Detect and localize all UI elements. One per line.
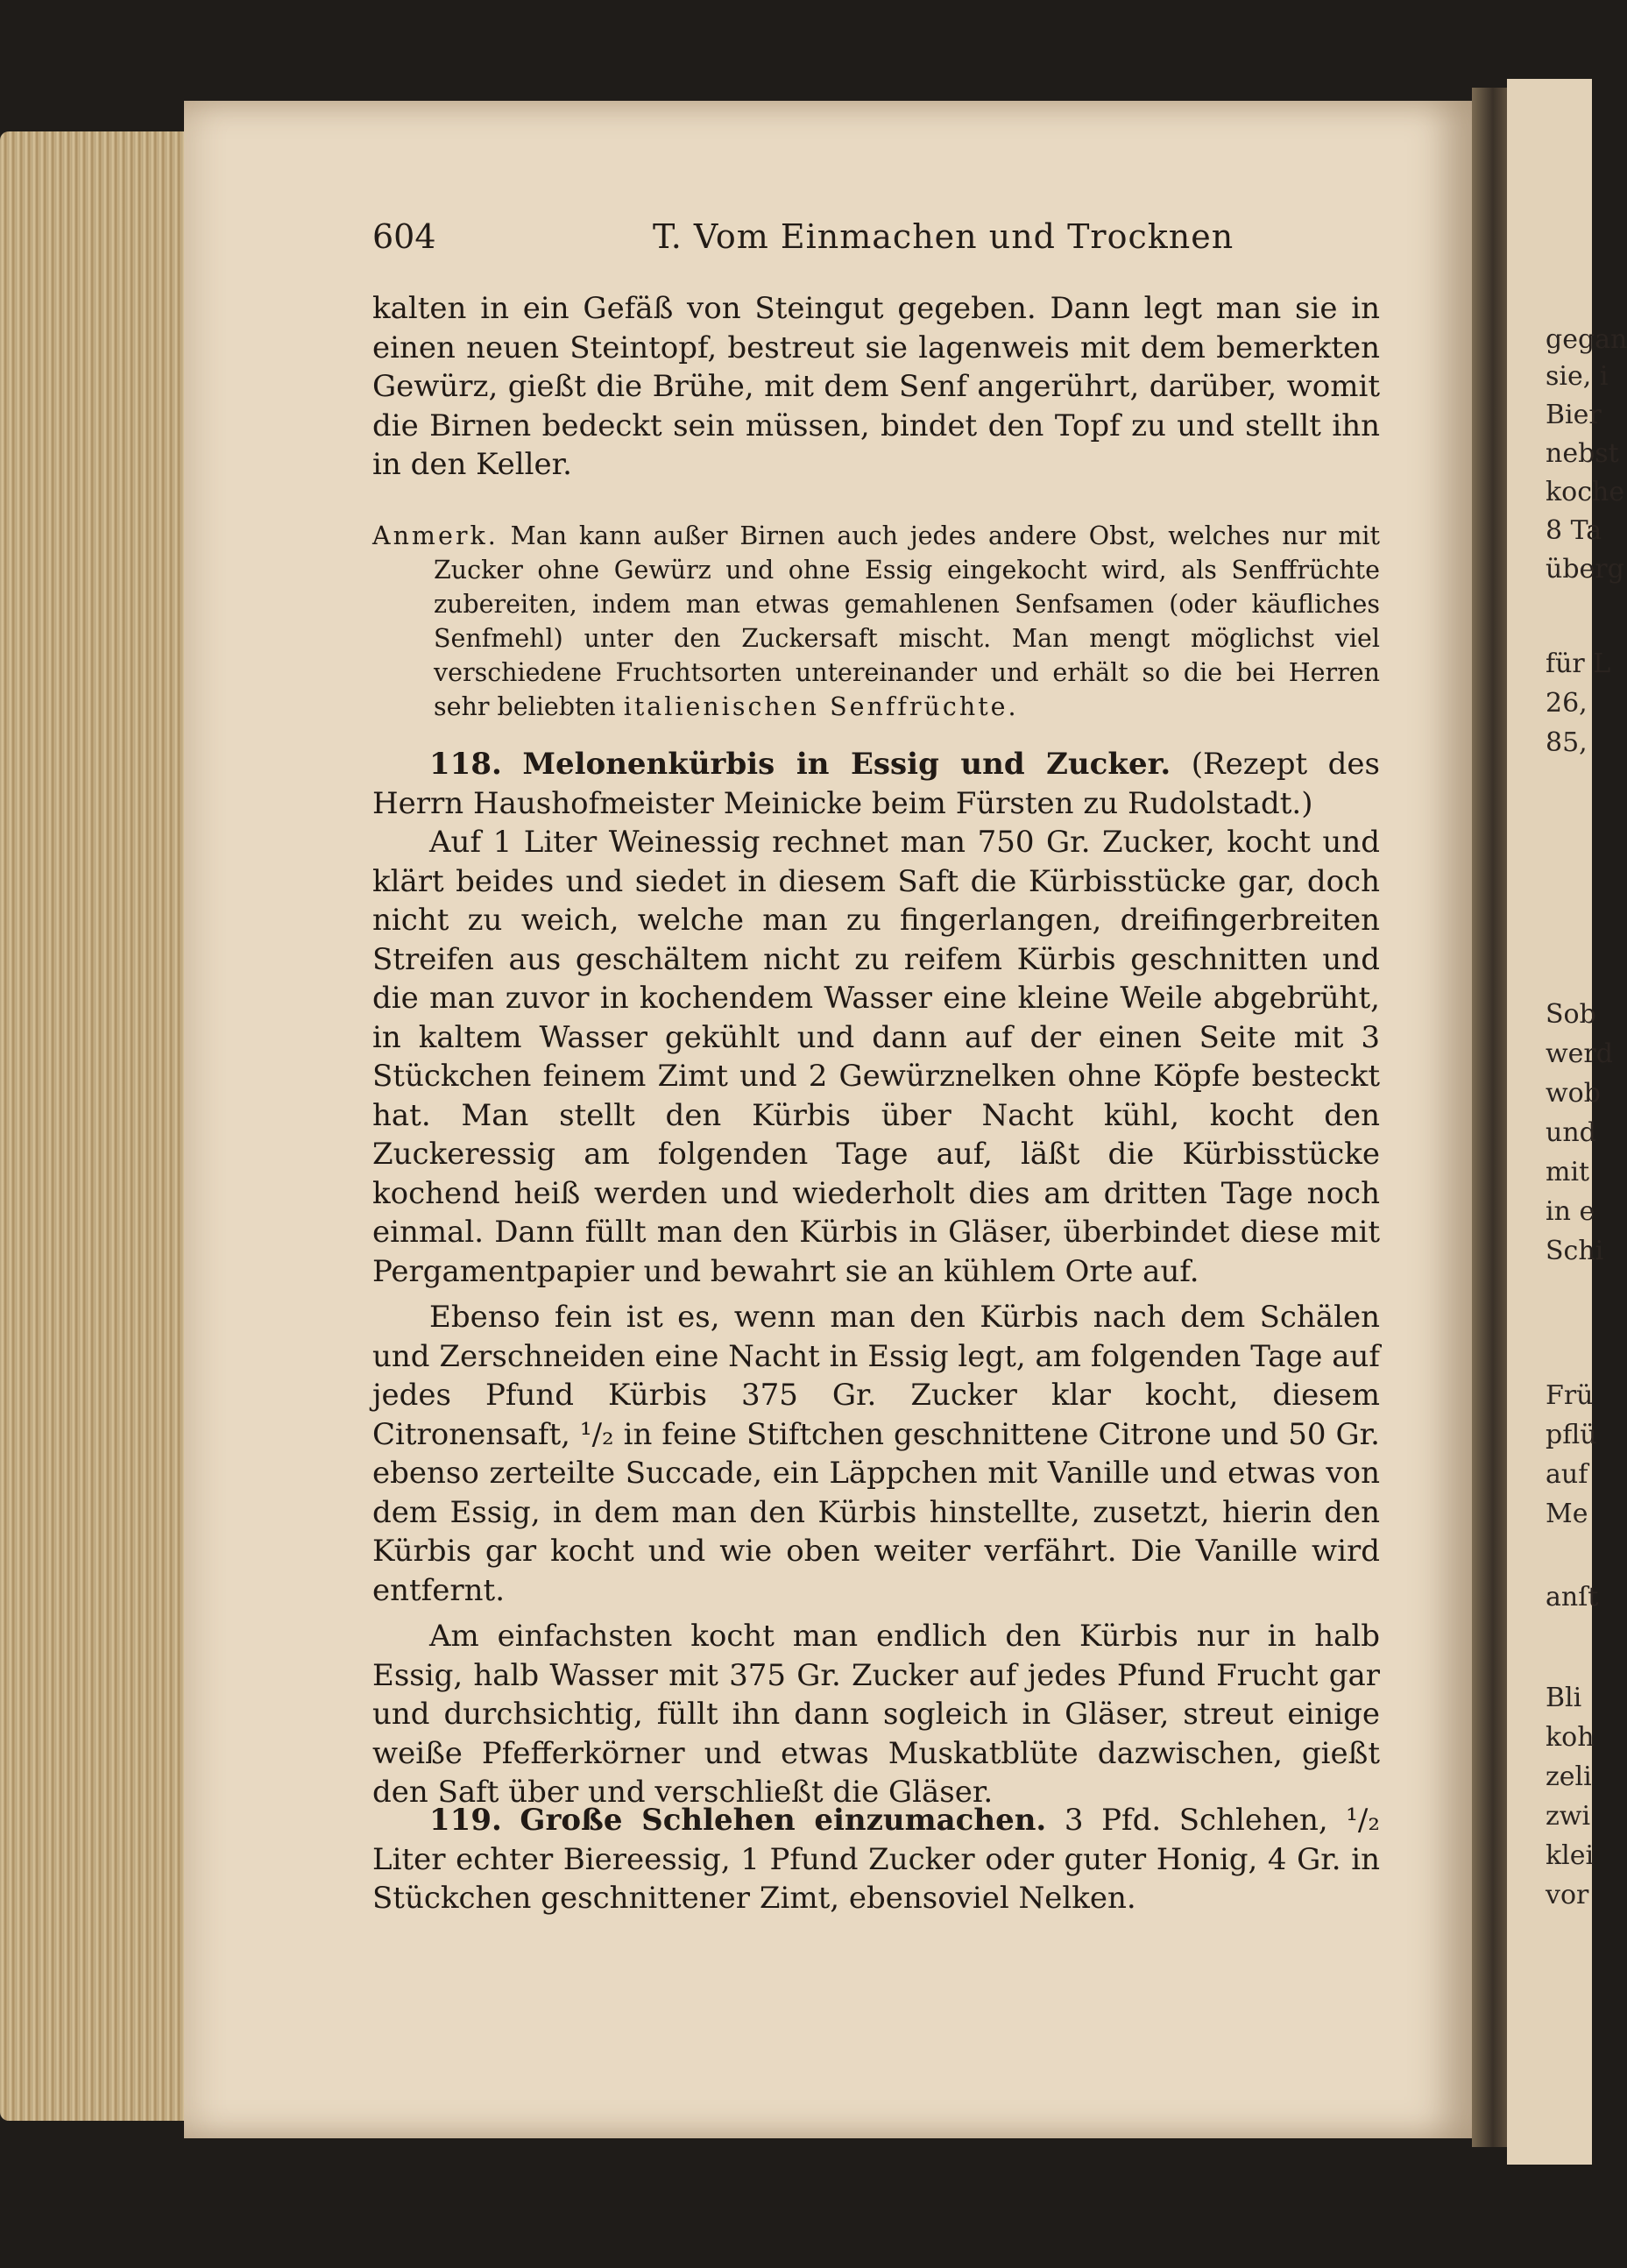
facing-page-fragment: nebst — [1546, 438, 1619, 469]
facing-page-fragment: werd — [1546, 1038, 1613, 1069]
book-gutter — [1472, 88, 1507, 2147]
note-label: Anmerk. — [372, 521, 499, 550]
running-header — [372, 217, 1380, 261]
book-page-edges — [0, 131, 184, 2121]
facing-page-fragment: wob — [1546, 1078, 1601, 1109]
recipe-subtitle: (Rezept des Herrn Haushofmeister Meinicke beim Fürsten zu Rudolstadt.) — [372, 747, 1381, 821]
paragraph-text: Am einfachsten kocht man endlich den Kürbis nur in halb Essig, halb Wasser mit 375 Gr. Zucker auf jedes Pfund Frucht gar und durchsichtig, füllt ihn dann sogleich in Gläser, streut einige weiße Pfefferkörner und etwas Muskatblüte dazwischen, gießt den Saft über und verschließt die Gläser. — [372, 1619, 1380, 1810]
facing-page-fragment: gegan — [1546, 324, 1627, 355]
facing-page-fragment: koh — [1546, 1722, 1595, 1753]
page-number: 604 — [372, 217, 436, 256]
continuation-paragraph — [372, 289, 1380, 485]
recipe-text: 3 Pfd. Schlehen, ¹/₂ Liter echter Biereessig, 1 Pfund Zucker oder guter Honig, 4 Gr. in Stückchen geschnittener Zimt, ebensoviel Nelken. — [372, 1803, 1381, 1916]
note-emphasis: italienischen Senffrüchte. — [623, 692, 1019, 721]
paragraph-text: Auf 1 Liter Weinessig rechnet man 750 Gr. Zucker, kocht und klärt beides und siedet in diesem Saft die Kürbisstücke gar, doch nicht zu weich, welche man zu fingerlangen, dreifingerbreiten Streifen aus geschältem nicht zu reifem Kürbis geschnitten und die man zuvor in kochendem Wasser eine kleine Weile abgebrüht, in kaltem Wasser gekühlt und dann auf der einen Seite mit 3 Stückchen feinem Zimt und 2 Gewürznelken ohne Köpfe besteckt hat. Man stellt den Kürbis über Nacht kühl, kocht den Zuckeressig am folgenden Tage auf, läßt die Kürbisstücke kochend heiß werden und wiederholt dies am dritten Tage noch einmal. Dann füllt man den Kürbis in Gläser, überbindet diese mit Pergamentpapier und bewahrt sie an kühlem Orte auf. — [372, 825, 1380, 1289]
recipe-number: 119. — [429, 1803, 502, 1838]
facing-page-fragment: 8 Ta — [1546, 515, 1602, 546]
facing-page-fragment: vor — [1546, 1880, 1589, 1910]
facing-page-fragment: sie, i — [1546, 361, 1609, 392]
facing-page-fragment: 26, — [1546, 688, 1588, 719]
paragraph-text: Ebenso fein ist es, wenn man den Kürbis nach dem Schälen und Zerschneiden eine Nacht in Essig legt, am folgenden Tage auf jedes Pfund Kürbis 375 Gr. Zucker klar kocht, diesem Citronensaft, ¹/₂ in feine Stiftchen geschnittene Citrone und 50 Gr. ebenso zerteilte Succade, ein Läppchen mit Vanille und etwas von dem Essig, in dem man den Kürbis hinstellte, zusetzt, hierin den Kürbis gar kocht und wie oben weiter verfährt. Die Vanille wird entfernt. — [372, 1300, 1380, 1608]
facing-page-fragment: zwi — [1546, 1801, 1591, 1832]
facing-page-fragment: Bier — [1546, 400, 1602, 430]
facing-page-fragment: Bli — [1546, 1683, 1582, 1713]
facing-page-fragment: Frü — [1546, 1380, 1594, 1411]
recipe-118 — [372, 745, 1380, 1812]
facing-page-fragment: und — [1546, 1117, 1596, 1148]
recipe-title: Melonenkürbis in Essig und Zucker. — [522, 747, 1171, 782]
paragraph-text: kalten in ein Gefäß von Steingut gegeben. Dann legt man sie in einen neuen Steintopf, bestreut sie lagenweis mit dem bemerkten Gewürz, gießt die Brühe, mit dem Senf angerührt, darüber, womit die Birnen bedeckt sein müssen, bindet den Topf zu und stellt ihn in den Keller. — [372, 291, 1380, 482]
facing-page-fragment: Sob — [1546, 999, 1596, 1030]
note-block — [372, 519, 1380, 724]
recipe-heading — [372, 745, 1380, 823]
facing-page-fragment: klei — [1546, 1840, 1595, 1871]
facing-page-fragment: pflü — [1546, 1420, 1597, 1450]
facing-page-fragment: zeli — [1546, 1761, 1592, 1792]
facing-page-fragment: anſt — [1546, 1582, 1599, 1612]
running-title: T. Vom Einmachen und Trocknen — [653, 217, 1234, 256]
facing-page-fragment: auf — [1546, 1459, 1588, 1490]
recipe-119 — [372, 1801, 1380, 1918]
facing-page-fragment: Me — [1546, 1499, 1588, 1529]
recipe-title: Große Schlehen einzumachen. — [520, 1803, 1047, 1838]
facing-page — [1507, 79, 1627, 2165]
recipe-number: 118. — [429, 747, 502, 782]
facing-page-fragment: Schi — [1546, 1236, 1604, 1266]
facing-page-fragment: in e — [1546, 1196, 1595, 1227]
facing-page-fragment: 85, — [1546, 727, 1588, 758]
facing-page-fragment: überg — [1546, 554, 1624, 585]
facing-page-fragment: mit — [1546, 1157, 1590, 1187]
facing-page-fragment: für L — [1546, 649, 1611, 679]
note-text: Man kann außer Birnen auch jedes andere Obst, welches nur mit Zucker ohne Gewürz und ohne Essig eingekocht wird, als Senffrüchte zubereiten, indem man etwas gemahlenen Senfsamen (oder käufliches Senfmehl) unter den Zuckersaft mischt. Man mengt möglichst viel verschiedene Fruchtsorten untereinander und erhält so die bei Herren sehr beliebten — [434, 521, 1380, 721]
facing-page-fragment: koche — [1546, 477, 1625, 507]
